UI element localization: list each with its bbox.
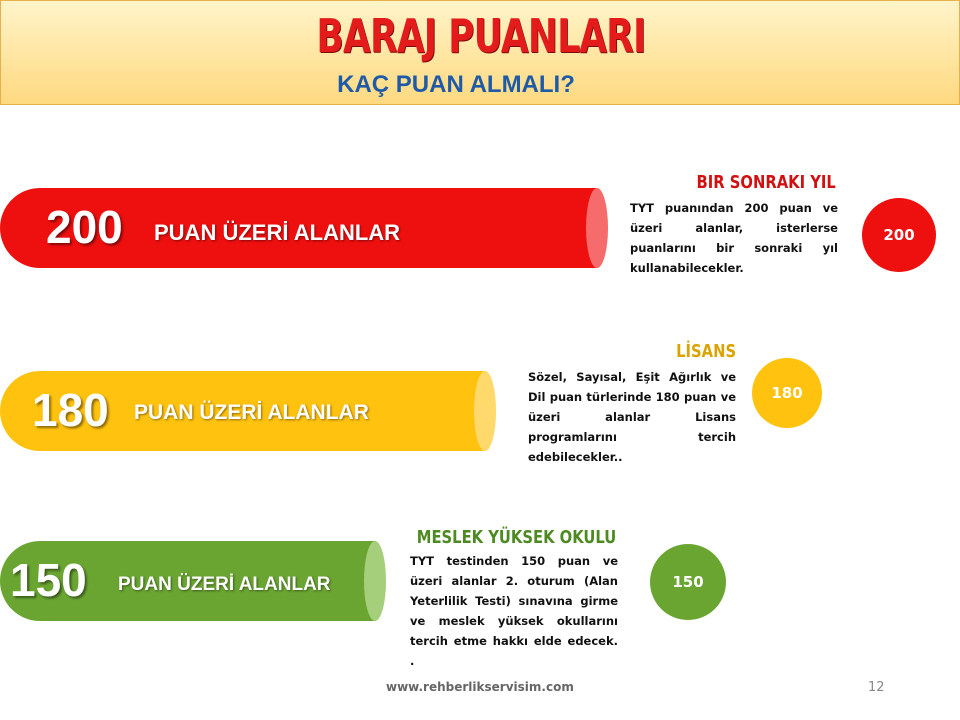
section-title-myo: MESLEK YÜKSEK OKULU bbox=[416, 527, 616, 548]
header-banner bbox=[0, 0, 960, 105]
circle-180: 180 bbox=[752, 358, 822, 428]
page-title: BARAJ PUANLARI bbox=[316, 9, 646, 63]
page-subtitle: KAÇ PUAN ALMALI? bbox=[337, 71, 575, 98]
bar-150-label: PUAN ÜZERİ ALANLAR bbox=[118, 574, 331, 595]
bar-150 bbox=[0, 541, 376, 621]
bar-180-number: 180 bbox=[32, 384, 109, 436]
circle-200: 200 bbox=[862, 198, 936, 272]
bar-180 bbox=[0, 371, 486, 451]
bar-200-number: 200 bbox=[46, 201, 123, 253]
bar-180-cap bbox=[474, 371, 496, 451]
bar-200-label: PUAN ÜZERİ ALANLAR bbox=[154, 220, 401, 245]
bar-200-cap bbox=[586, 188, 608, 268]
bar-150-number: 150 bbox=[10, 554, 87, 606]
page-number: 12 bbox=[868, 680, 885, 695]
circle-150: 150 bbox=[650, 544, 726, 620]
bar-180-label: PUAN ÜZERİ ALANLAR bbox=[134, 401, 369, 424]
description-lisans: Sözel, Sayısal, Eşit Ağırlık ve Dil puan türlerinde 180 puan ve üzeri alanlar Lisans programlarını tercih edebilecekler.. bbox=[528, 370, 736, 464]
footer-website: www.rehberlikservisim.com bbox=[386, 680, 574, 694]
bar-200 bbox=[0, 188, 598, 268]
description-next-year: TYT puanından 200 puan ve üzeri alanlar, isterlerse puanlarını bir sonraki yıl kullanabilecekler. bbox=[630, 201, 838, 275]
section-title-lisans: LİSANS bbox=[676, 341, 736, 362]
bar-150-cap bbox=[364, 541, 386, 621]
section-title-next-year: BIR SONRAKI YIL bbox=[696, 172, 836, 193]
description-myo: TYT testinden 150 puan ve üzeri alanlar 2. oturum (Alan Yeterlilik Testi) sınavına girme ve meslek yüksek okullarını tercih etme hakkı elde edecek. . bbox=[410, 554, 618, 668]
